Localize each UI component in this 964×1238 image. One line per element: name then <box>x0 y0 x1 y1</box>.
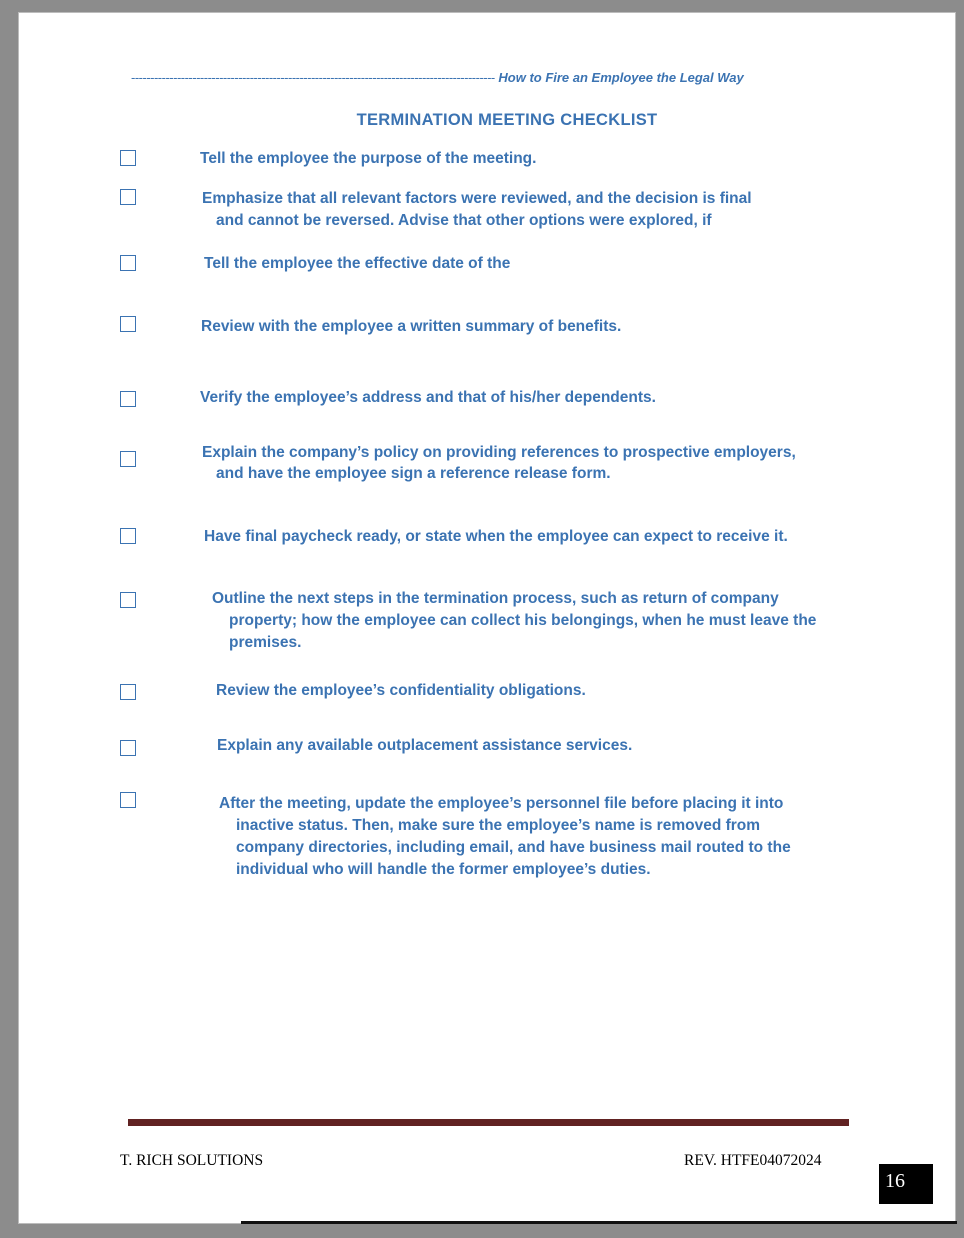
running-header <box>131 70 831 85</box>
checklist-item-line: Review with the employee a written summary of benefits. <box>201 318 622 335</box>
checklist-item-1 <box>200 148 536 170</box>
page-number: 16 <box>879 1164 933 1204</box>
checklist-item-line: After the meeting, update the employee’s personnel file before placing it into <box>219 795 784 812</box>
checklist-item-line: company directories, including email, and have business mail routed to the <box>236 839 791 856</box>
checklist-checkbox-8[interactable] <box>120 592 136 608</box>
checklist-item-2 <box>202 188 752 232</box>
checklist-item-line: and have the employee sign a reference release form. <box>216 465 611 482</box>
checklist-item-line: property; how the employee can collect his belongings, when he must leave the <box>229 612 817 629</box>
checklist-item-line: and cannot be reversed. Advise that other options were explored, if <box>216 212 712 229</box>
checklist-item-10 <box>217 735 632 757</box>
checklist-item-6 <box>202 442 796 485</box>
checklist-item-line: Emphasize that all relevant factors were reviewed, and the decision is final <box>202 190 752 207</box>
checklist-checkbox-9[interactable] <box>120 684 136 700</box>
footer-divider <box>128 1119 849 1126</box>
checklist-item-line: Verify the employee’s address and that of his/her dependents. <box>200 389 656 406</box>
document-page <box>18 12 956 1224</box>
checklist-item-line: Outline the next steps in the termination process, such as return of company <box>212 590 779 607</box>
checklist-item-line: Review the employee’s confidentiality obligations. <box>216 682 586 699</box>
checklist-checkbox-3[interactable] <box>120 255 136 271</box>
checklist-checkbox-6[interactable] <box>120 451 136 467</box>
page-title: TERMINATION MEETING CHECKLIST <box>356 111 658 129</box>
checklist-item-8 <box>212 588 816 654</box>
checklist-checkbox-11[interactable] <box>120 792 136 808</box>
checklist-item-line: inactive status. Then, make sure the employee’s name is removed from <box>236 817 761 834</box>
checklist-item-5 <box>200 387 656 409</box>
checklist-checkbox-2[interactable] <box>120 189 136 205</box>
checklist-checkbox-10[interactable] <box>120 740 136 756</box>
checklist-checkbox-5[interactable] <box>120 391 136 407</box>
checklist-item-line: Explain any available outplacement assistance services. <box>217 737 633 754</box>
footer-company: T. RICH SOLUTIONS <box>120 1152 264 1169</box>
checklist-item-4 <box>201 316 621 338</box>
checklist-item-line: Tell the employee the effective date of the <box>204 255 511 272</box>
checklist-item-3 <box>204 253 510 275</box>
checklist-checkbox-4[interactable] <box>120 316 136 332</box>
checklist-item-7 <box>204 526 788 548</box>
header-dashes: ----------------------------------------------------------------------------------------------- <box>131 70 495 85</box>
checklist-item-9 <box>216 680 586 702</box>
checklist-item-line: Explain the company’s policy on providing references to prospective employers, <box>202 444 796 461</box>
checklist-item-line: individual who will handle the former employee’s duties. <box>236 861 651 878</box>
checklist-item-line: premises. <box>229 634 302 651</box>
bottom-rule <box>241 1221 957 1224</box>
checklist-item-line: Tell the employee the purpose of the meeting. <box>200 150 537 167</box>
checklist-item-11 <box>219 793 791 881</box>
checklist-checkbox-1[interactable] <box>120 150 136 166</box>
checklist-checkbox-7[interactable] <box>120 528 136 544</box>
running-title: How to Fire an Employee the Legal Way <box>498 70 744 85</box>
footer-revision: REV. HTFE04072024 <box>684 1152 822 1169</box>
checklist-item-line: Have final paycheck ready, or state when the employee can expect to receive it. <box>204 528 788 545</box>
